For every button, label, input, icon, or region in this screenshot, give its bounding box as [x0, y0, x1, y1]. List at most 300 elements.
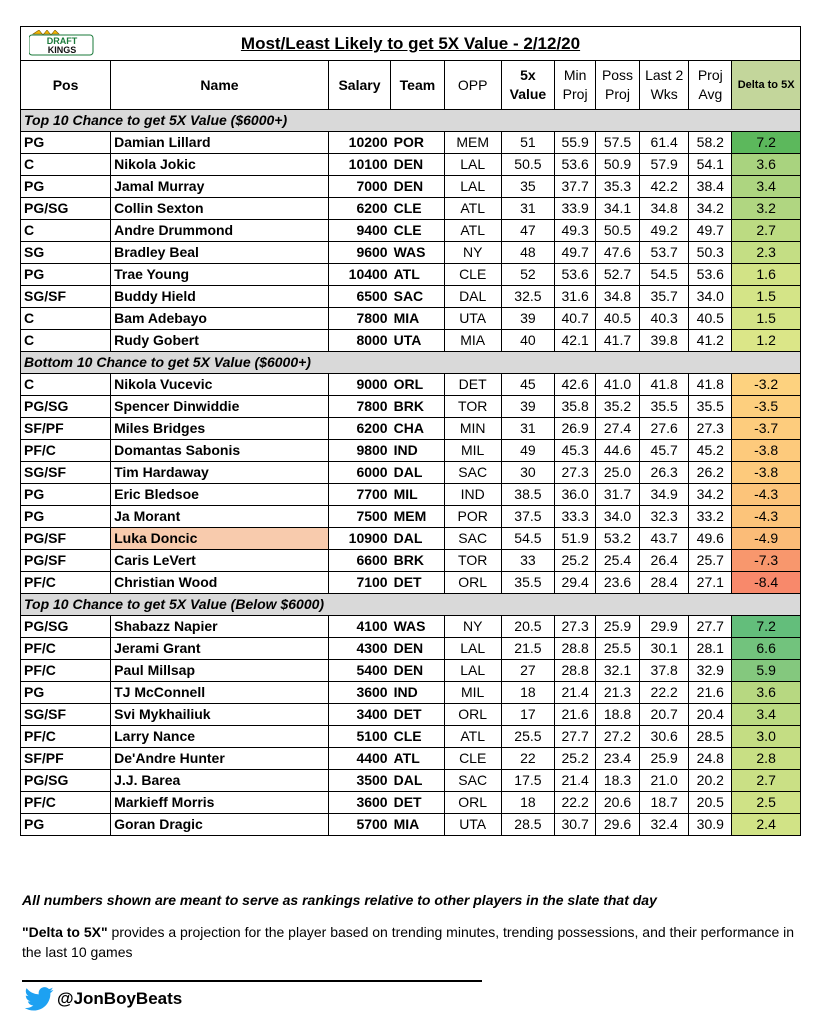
table-row — [21, 396, 801, 418]
cell-proj-avg: 49.7 — [689, 220, 732, 242]
cell-pos: PG — [21, 132, 111, 154]
header-pos: Pos — [21, 61, 111, 110]
cell-team: WAS — [391, 616, 445, 638]
divider — [22, 980, 482, 982]
cell-proj-avg: 45.2 — [689, 440, 732, 462]
cell-last-2-wks: 30.6 — [640, 726, 689, 748]
cell-poss-proj: 21.3 — [596, 682, 640, 704]
cell-min-proj: 21.4 — [555, 770, 596, 792]
cell-opp: UTA — [444, 814, 501, 836]
cell-proj-avg: 33.2 — [689, 506, 732, 528]
cell-pos: C — [21, 374, 111, 396]
title-cell — [21, 27, 801, 61]
section-label: Top 10 Chance to get 5X Value ($6000+) — [21, 110, 801, 132]
cell-pos: PG/SG — [21, 396, 111, 418]
cell-last-2-wks: 35.7 — [640, 286, 689, 308]
cell-pos: PG/SG — [21, 616, 111, 638]
cell-team: MIA — [391, 814, 445, 836]
cell-name: J.J. Barea — [111, 770, 329, 792]
cell-pos: PF/C — [21, 440, 111, 462]
cell-poss-proj: 57.5 — [596, 132, 640, 154]
cell-salary: 5400 — [328, 660, 390, 682]
cell-team: CLE — [391, 198, 445, 220]
cell-5x-value: 49 — [501, 440, 555, 462]
cell-name: Miles Bridges — [111, 418, 329, 440]
cell-opp: POR — [444, 506, 501, 528]
cell-opp: LAL — [444, 660, 501, 682]
header-5x-value: 5x Value — [501, 61, 555, 110]
cell-5x-value: 39 — [501, 396, 555, 418]
cell-team: DET — [391, 792, 445, 814]
cell-last-2-wks: 35.5 — [640, 396, 689, 418]
cell-poss-proj: 44.6 — [596, 440, 640, 462]
cell-salary: 3600 — [328, 682, 390, 704]
cell-min-proj: 21.4 — [555, 682, 596, 704]
cell-team: DEN — [391, 660, 445, 682]
cell-poss-proj: 25.0 — [596, 462, 640, 484]
cell-proj-avg: 20.5 — [689, 792, 732, 814]
table-row — [21, 638, 801, 660]
cell-proj-avg: 30.9 — [689, 814, 732, 836]
twitter-bird-icon — [24, 987, 54, 1011]
cell-proj-avg: 53.6 — [689, 264, 732, 286]
cell-name: Jamal Murray — [111, 176, 329, 198]
cell-salary: 10100 — [328, 154, 390, 176]
cell-team: CLE — [391, 220, 445, 242]
table-row — [21, 220, 801, 242]
cell-pos: PG — [21, 176, 111, 198]
cell-poss-proj: 41.0 — [596, 374, 640, 396]
cell-team: MEM — [391, 506, 445, 528]
cell-min-proj: 31.6 — [555, 286, 596, 308]
cell-opp: LAL — [444, 176, 501, 198]
cell-team: BRK — [391, 550, 445, 572]
cell-salary: 5100 — [328, 726, 390, 748]
rankings-note: All numbers shown are meant to serve as rankings relative to other players in the slate that day — [22, 892, 657, 908]
cell-pos: SF/PF — [21, 418, 111, 440]
cell-5x-value: 18 — [501, 792, 555, 814]
cell-poss-proj: 50.9 — [596, 154, 640, 176]
cell-pos: SG/SF — [21, 462, 111, 484]
cell-name: Shabazz Napier — [111, 616, 329, 638]
delta-term: "Delta to 5X" — [22, 924, 108, 940]
cell-proj-avg: 34.0 — [689, 286, 732, 308]
cell-pos: PF/C — [21, 572, 111, 594]
table-row — [21, 682, 801, 704]
cell-proj-avg: 41.8 — [689, 374, 732, 396]
cell-poss-proj: 25.9 — [596, 616, 640, 638]
cell-proj-avg: 35.5 — [689, 396, 732, 418]
cell-proj-avg: 25.7 — [689, 550, 732, 572]
cell-salary: 7100 — [328, 572, 390, 594]
cell-opp: ATL — [444, 220, 501, 242]
cell-5x-value: 17.5 — [501, 770, 555, 792]
cell-salary: 5700 — [328, 814, 390, 836]
cell-5x-value: 45 — [501, 374, 555, 396]
cell-delta: 7.2 — [732, 132, 801, 154]
cell-last-2-wks: 49.2 — [640, 220, 689, 242]
table-row — [21, 176, 801, 198]
value-table — [20, 26, 801, 836]
cell-delta: 2.3 — [732, 242, 801, 264]
cell-opp: TOR — [444, 396, 501, 418]
table-row — [21, 550, 801, 572]
cell-salary: 3600 — [328, 792, 390, 814]
cell-pos: SF/PF — [21, 748, 111, 770]
table-row — [21, 572, 801, 594]
cell-poss-proj: 35.2 — [596, 396, 640, 418]
cell-team: UTA — [391, 330, 445, 352]
cell-min-proj: 55.9 — [555, 132, 596, 154]
table-row — [21, 814, 801, 836]
cell-name: Buddy Hield — [111, 286, 329, 308]
cell-min-proj: 30.7 — [555, 814, 596, 836]
cell-last-2-wks: 54.5 — [640, 264, 689, 286]
cell-team: DEN — [391, 638, 445, 660]
cell-last-2-wks: 20.7 — [640, 704, 689, 726]
cell-delta: -4.3 — [732, 484, 801, 506]
cell-last-2-wks: 61.4 — [640, 132, 689, 154]
cell-proj-avg: 27.1 — [689, 572, 732, 594]
cell-name: Nikola Jokic — [111, 154, 329, 176]
cell-min-proj: 25.2 — [555, 550, 596, 572]
cell-pos: PG — [21, 814, 111, 836]
cell-min-proj: 49.7 — [555, 242, 596, 264]
cell-poss-proj: 18.8 — [596, 704, 640, 726]
cell-min-proj: 28.8 — [555, 660, 596, 682]
cell-last-2-wks: 40.3 — [640, 308, 689, 330]
cell-opp: MIL — [444, 682, 501, 704]
cell-team: WAS — [391, 242, 445, 264]
cell-min-proj: 53.6 — [555, 154, 596, 176]
cell-team: BRK — [391, 396, 445, 418]
cell-pos: C — [21, 308, 111, 330]
cell-last-2-wks: 57.9 — [640, 154, 689, 176]
cell-last-2-wks: 43.7 — [640, 528, 689, 550]
table-row — [21, 528, 801, 550]
cell-pos: PF/C — [21, 792, 111, 814]
cell-min-proj: 27.7 — [555, 726, 596, 748]
cell-delta: 3.2 — [732, 198, 801, 220]
cell-opp: UTA — [444, 308, 501, 330]
cell-proj-avg: 54.1 — [689, 154, 732, 176]
cell-proj-avg: 34.2 — [689, 484, 732, 506]
cell-poss-proj: 53.2 — [596, 528, 640, 550]
cell-proj-avg: 40.5 — [689, 308, 732, 330]
cell-5x-value: 48 — [501, 242, 555, 264]
cell-poss-proj: 31.7 — [596, 484, 640, 506]
cell-min-proj: 21.6 — [555, 704, 596, 726]
table-row — [21, 330, 801, 352]
table-row — [21, 484, 801, 506]
cell-poss-proj: 25.4 — [596, 550, 640, 572]
cell-delta: -3.7 — [732, 418, 801, 440]
cell-salary: 7500 — [328, 506, 390, 528]
cell-5x-value: 30 — [501, 462, 555, 484]
cell-min-proj: 42.1 — [555, 330, 596, 352]
table-row — [21, 286, 801, 308]
cell-last-2-wks: 29.9 — [640, 616, 689, 638]
cell-last-2-wks: 34.8 — [640, 198, 689, 220]
cell-opp: SAC — [444, 770, 501, 792]
cell-poss-proj: 52.7 — [596, 264, 640, 286]
cell-5x-value: 27 — [501, 660, 555, 682]
cell-opp: MIA — [444, 330, 501, 352]
cell-opp: ORL — [444, 792, 501, 814]
cell-poss-proj: 18.3 — [596, 770, 640, 792]
cell-delta: 1.5 — [732, 286, 801, 308]
cell-pos: SG — [21, 242, 111, 264]
cell-proj-avg: 21.6 — [689, 682, 732, 704]
cell-pos: PG — [21, 264, 111, 286]
cell-salary: 10200 — [328, 132, 390, 154]
cell-team: DAL — [391, 462, 445, 484]
cell-pos: PG/SF — [21, 550, 111, 572]
table-row — [21, 726, 801, 748]
cell-5x-value: 31 — [501, 198, 555, 220]
cell-pos: PF/C — [21, 660, 111, 682]
cell-delta: -3.5 — [732, 396, 801, 418]
cell-5x-value: 17 — [501, 704, 555, 726]
cell-team: SAC — [391, 286, 445, 308]
cell-proj-avg: 41.2 — [689, 330, 732, 352]
cell-pos: PF/C — [21, 638, 111, 660]
cell-delta: -3.2 — [732, 374, 801, 396]
cell-pos: SG/SF — [21, 286, 111, 308]
cell-5x-value: 50.5 — [501, 154, 555, 176]
cell-5x-value: 54.5 — [501, 528, 555, 550]
cell-poss-proj: 20.6 — [596, 792, 640, 814]
cell-proj-avg: 50.3 — [689, 242, 732, 264]
cell-pos: PG — [21, 682, 111, 704]
cell-name: Trae Young — [111, 264, 329, 286]
cell-name: TJ McConnell — [111, 682, 329, 704]
cell-last-2-wks: 25.9 — [640, 748, 689, 770]
cell-pos: PG/SF — [21, 528, 111, 550]
cell-name: Damian Lillard — [111, 132, 329, 154]
cell-proj-avg: 24.8 — [689, 748, 732, 770]
cell-name: Ja Morant — [111, 506, 329, 528]
cell-pos: PG — [21, 506, 111, 528]
logo-line1: DRAFT — [46, 36, 78, 46]
cell-opp: CLE — [444, 264, 501, 286]
cell-opp: LAL — [444, 154, 501, 176]
cell-opp: ATL — [444, 726, 501, 748]
cell-delta: 2.7 — [732, 220, 801, 242]
table-row — [21, 704, 801, 726]
cell-poss-proj: 27.2 — [596, 726, 640, 748]
cell-team: IND — [391, 440, 445, 462]
cell-delta: 2.8 — [732, 748, 801, 770]
cell-name: Markieff Morris — [111, 792, 329, 814]
cell-opp: ORL — [444, 572, 501, 594]
cell-team: DEN — [391, 154, 445, 176]
cell-proj-avg: 20.4 — [689, 704, 732, 726]
cell-salary: 7000 — [328, 176, 390, 198]
cell-name: Collin Sexton — [111, 198, 329, 220]
cell-team: DAL — [391, 770, 445, 792]
cell-salary: 9000 — [328, 374, 390, 396]
cell-delta: 1.6 — [732, 264, 801, 286]
value-table-wrapper — [20, 26, 801, 836]
cell-last-2-wks: 30.1 — [640, 638, 689, 660]
cell-last-2-wks: 53.7 — [640, 242, 689, 264]
table-row — [21, 506, 801, 528]
cell-delta: -4.9 — [732, 528, 801, 550]
cell-poss-proj: 50.5 — [596, 220, 640, 242]
table-row — [21, 616, 801, 638]
twitter-handle: @JonBoyBeats — [57, 989, 183, 1008]
cell-5x-value: 31 — [501, 418, 555, 440]
cell-name: Domantas Sabonis — [111, 440, 329, 462]
cell-salary: 6600 — [328, 550, 390, 572]
cell-delta: -4.3 — [732, 506, 801, 528]
cell-min-proj: 35.8 — [555, 396, 596, 418]
cell-last-2-wks: 39.8 — [640, 330, 689, 352]
cell-delta: -7.3 — [732, 550, 801, 572]
table-row — [21, 748, 801, 770]
cell-opp: IND — [444, 484, 501, 506]
cell-delta: -3.8 — [732, 462, 801, 484]
cell-5x-value: 37.5 — [501, 506, 555, 528]
delta-note — [22, 922, 812, 962]
cell-5x-value: 28.5 — [501, 814, 555, 836]
cell-opp: NY — [444, 242, 501, 264]
cell-proj-avg: 20.2 — [689, 770, 732, 792]
cell-last-2-wks: 32.4 — [640, 814, 689, 836]
cell-proj-avg: 26.2 — [689, 462, 732, 484]
cell-team: ATL — [391, 264, 445, 286]
cell-5x-value: 40 — [501, 330, 555, 352]
cell-opp: DET — [444, 374, 501, 396]
cell-salary: 9600 — [328, 242, 390, 264]
table-row — [21, 418, 801, 440]
cell-name: Caris LeVert — [111, 550, 329, 572]
cell-poss-proj: 29.6 — [596, 814, 640, 836]
cell-5x-value: 51 — [501, 132, 555, 154]
cell-name: Eric Bledsoe — [111, 484, 329, 506]
cell-last-2-wks: 28.4 — [640, 572, 689, 594]
cell-5x-value: 35 — [501, 176, 555, 198]
cell-last-2-wks: 41.8 — [640, 374, 689, 396]
cell-5x-value: 25.5 — [501, 726, 555, 748]
cell-salary: 6200 — [328, 418, 390, 440]
section-header — [21, 110, 801, 132]
cell-delta: -3.8 — [732, 440, 801, 462]
cell-delta: 3.6 — [732, 682, 801, 704]
logo-line2: KINGS — [47, 45, 77, 55]
cell-poss-proj: 41.7 — [596, 330, 640, 352]
table-row — [21, 264, 801, 286]
cell-last-2-wks: 32.3 — [640, 506, 689, 528]
cell-name: Luka Doncic — [111, 528, 329, 550]
cell-pos: C — [21, 154, 111, 176]
cell-team: POR — [391, 132, 445, 154]
cell-salary: 10900 — [328, 528, 390, 550]
cell-poss-proj: 34.8 — [596, 286, 640, 308]
table-row — [21, 374, 801, 396]
cell-name: De'Andre Hunter — [111, 748, 329, 770]
cell-name: Andre Drummond — [111, 220, 329, 242]
header-opp: OPP — [444, 61, 501, 110]
cell-5x-value: 22 — [501, 748, 555, 770]
cell-last-2-wks: 34.9 — [640, 484, 689, 506]
cell-min-proj: 29.4 — [555, 572, 596, 594]
cell-team: DAL — [391, 528, 445, 550]
cell-opp: SAC — [444, 462, 501, 484]
delta-description: provides a projection for the player based on trending minutes, trending possessions, and their performance in the last 10 games — [22, 924, 795, 960]
cell-min-proj: 42.6 — [555, 374, 596, 396]
cell-salary: 7800 — [328, 396, 390, 418]
cell-min-proj: 28.8 — [555, 638, 596, 660]
cell-poss-proj: 27.4 — [596, 418, 640, 440]
cell-team: DEN — [391, 176, 445, 198]
cell-name: Tim Hardaway — [111, 462, 329, 484]
cell-poss-proj: 35.3 — [596, 176, 640, 198]
cell-delta: 2.7 — [732, 770, 801, 792]
table-row — [21, 462, 801, 484]
cell-pos: SG/SF — [21, 704, 111, 726]
cell-team: ATL — [391, 748, 445, 770]
cell-salary: 7700 — [328, 484, 390, 506]
cell-name: Spencer Dinwiddie — [111, 396, 329, 418]
header-row — [21, 61, 801, 110]
cell-proj-avg: 32.9 — [689, 660, 732, 682]
cell-last-2-wks: 21.0 — [640, 770, 689, 792]
cell-5x-value: 18 — [501, 682, 555, 704]
cell-opp: NY — [444, 616, 501, 638]
cell-min-proj: 26.9 — [555, 418, 596, 440]
cell-5x-value: 21.5 — [501, 638, 555, 660]
twitter-credit[interactable] — [24, 987, 182, 1011]
cell-last-2-wks: 22.2 — [640, 682, 689, 704]
cell-opp: DAL — [444, 286, 501, 308]
cell-opp: CLE — [444, 748, 501, 770]
cell-5x-value: 47 — [501, 220, 555, 242]
cell-min-proj: 37.7 — [555, 176, 596, 198]
cell-poss-proj: 47.6 — [596, 242, 640, 264]
title-row — [21, 27, 801, 61]
cell-opp: MIN — [444, 418, 501, 440]
cell-delta: 2.5 — [732, 792, 801, 814]
cell-team: IND — [391, 682, 445, 704]
cell-5x-value: 20.5 — [501, 616, 555, 638]
draftkings-logo — [29, 30, 95, 56]
cell-name: Bradley Beal — [111, 242, 329, 264]
cell-delta: 6.6 — [732, 638, 801, 660]
cell-salary: 3500 — [328, 770, 390, 792]
cell-min-proj: 33.3 — [555, 506, 596, 528]
cell-name: Goran Dragic — [111, 814, 329, 836]
table-row — [21, 242, 801, 264]
cell-min-proj: 22.2 — [555, 792, 596, 814]
header-team: Team — [391, 61, 445, 110]
header-delta-to-5x: Delta to 5X — [732, 61, 801, 110]
cell-name: Jerami Grant — [111, 638, 329, 660]
cell-name: Christian Wood — [111, 572, 329, 594]
section-label: Top 10 Chance to get 5X Value (Below $6000) — [21, 594, 801, 616]
cell-salary: 9800 — [328, 440, 390, 462]
cell-pos: PG/SG — [21, 770, 111, 792]
cell-min-proj: 33.9 — [555, 198, 596, 220]
table-row — [21, 440, 801, 462]
table-row — [21, 770, 801, 792]
section-header — [21, 352, 801, 374]
cell-opp: MEM — [444, 132, 501, 154]
cell-team: ORL — [391, 374, 445, 396]
cell-delta: 1.5 — [732, 308, 801, 330]
header-min-proj: Min Proj — [555, 61, 596, 110]
